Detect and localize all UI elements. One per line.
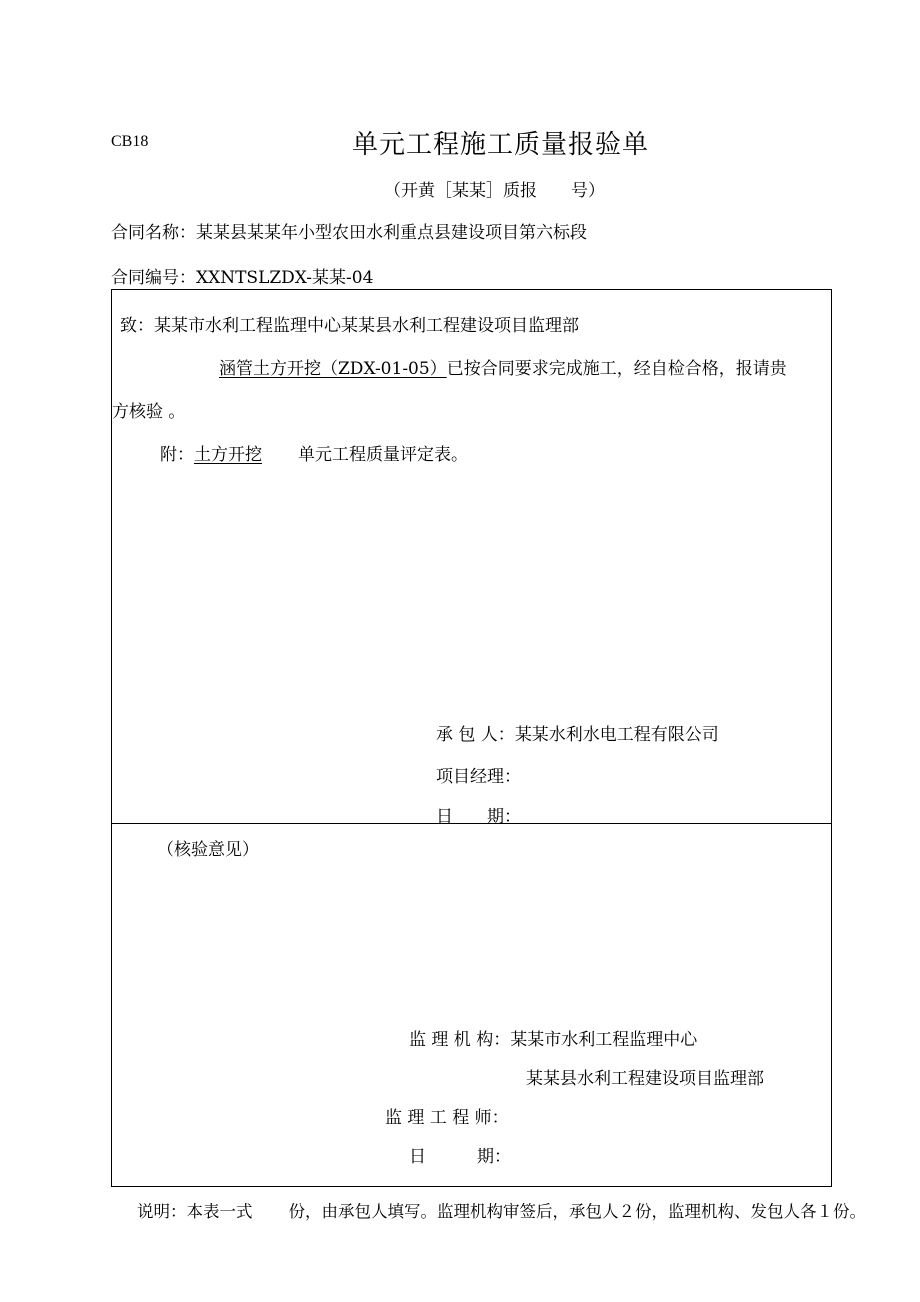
agency-value-1: 某某市水利工程监理中心 [510,1030,698,1050]
page-title: 单元工程施工质量报验单 [352,130,650,160]
agency-label: 监 理 机 构： [409,1030,511,1050]
footer-note-a: 说明：本表一式 [137,1202,253,1221]
serial-number: （开黄［某某］质报 号） [384,181,605,201]
form-code: CB18 [111,133,149,150]
review-opinion-label: （核验意见） [157,840,259,860]
footer-note-b: 份，由承包人填写。监理机构审签后，承包人２份，监理机构、发包人各１份。 [288,1202,866,1221]
attachment-suffix: 单元工程质量评定表。 [298,445,468,465]
review-date-label: 日 期： [409,1147,511,1167]
attachment-prefix: 附： [160,445,194,465]
unit-name-field[interactable]: 涵管土方开挖（ZDX-01-05） [219,359,447,379]
contractor-date-label: 日 期： [436,807,521,827]
unit-statement [219,354,787,379]
supervising-engineer-label: 监 理 工 程 师： [385,1108,509,1128]
footer-note [111,1196,881,1228]
contract-number: 合同编号：XXNTSLZDX-某某-04 [111,268,374,288]
attachment-item-field[interactable]: 土方开挖 [194,445,262,465]
contract-name: 合同名称：某某县某某年小型农田水利重点县建设项目第六标段 [111,223,587,243]
agency-value-2: 某某县水利工程建设项目监理部 [526,1069,764,1089]
report-form-box [111,289,832,1187]
contractor-row [436,720,719,745]
statement-text: 已按合同要求完成施工，经自检合格，报请贵 [446,359,787,379]
statement-end: 方核验 。 [112,402,186,422]
agency-row [409,1025,697,1050]
contractor-label: 承 包 人： [436,725,515,745]
attachment-line [160,440,468,465]
recipient-line: 致：某某市水利工程监理中心某某县水利工程建设项目监理部 [120,316,579,336]
project-manager-label: 项目经理： [436,767,521,787]
contractor-value: 某某水利水电工程有限公司 [514,725,719,745]
section-divider [112,823,831,824]
